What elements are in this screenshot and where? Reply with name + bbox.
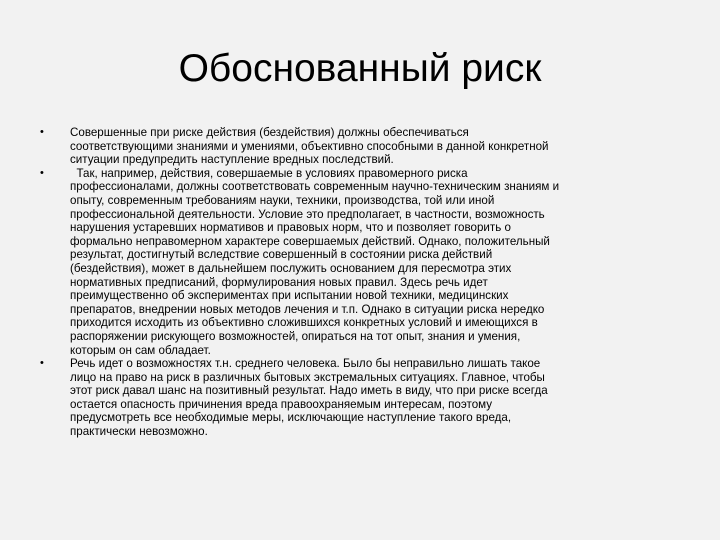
bullet-item [40, 126, 690, 167]
bullet-text-line: препаратов, внедрении новых методов лечения и т.п. Однако в ситуации риска нередко [70, 302, 545, 316]
bullet-text-line: преимущественно об экспериментах при испытании новой техники, медицинских [70, 289, 509, 303]
slide-title: Обоснованный риск [178, 47, 542, 90]
bullet-text-line: соответствующими знаниями и умениями, объективно способными в данной конкретной [70, 139, 549, 153]
bullet-text-line: Речь идет о возможностях т.н. среднего человека. Было бы неправильно лишать такое [70, 357, 541, 371]
bullet-text-line: результат, достигнутый вследствие совершенный в состоянии риска действий [70, 248, 493, 262]
bullet-text-line: практически невозможно. [70, 425, 208, 439]
bullet-text-line: формально неправомерном характере совершаемых действий. Однако, положительный [70, 234, 550, 248]
bullet-text-line: предусмотреть все необходимые меры, исключающие наступление такого вреда, [70, 411, 512, 425]
bullet-text-line: профессионалами, должны соответствовать современным научно-техническим знаниям и [70, 180, 560, 194]
bullet-text-line: (бездействия), может в дальнейшем послужить основанием для пересмотра этих [70, 261, 512, 275]
bullet-text-line: нормативных предписаний, формулирования новых правил. Здесь речь идет [70, 275, 488, 289]
bullet-text-line: приходится исходить из объективно сложившихся конкретных условий и имеющихся в [70, 316, 538, 330]
bullet-text-line: распоряжении рискующего возможностей, опираться на тот опыт, знания и умения, [70, 329, 521, 343]
bullet-text-line: лицо на право на риск в различных бытовых экстремальных ситуациях. Главное, чтобы [70, 370, 545, 384]
bullet-list [40, 126, 690, 439]
bullet-text-line: ситуации предупредить наступление вредных последствий. [70, 153, 394, 167]
bullet-marker: • [40, 166, 44, 179]
bullet-text-line: остается опасность причинения вреда правоохраняемым интересам, поэтому [70, 397, 493, 411]
bullet-marker: • [40, 126, 44, 138]
bullet-text-line: Так, например, действия, совершаемые в условиях правомерного риска [70, 166, 468, 180]
bullet-item [40, 167, 690, 357]
bullet-text-line: опыту, современным требованиям науки, техники, производства, той или иной [70, 193, 495, 207]
bullet-text-line: нарушения устаревших нормативов и правовых норм, что и позволяет говорить о [70, 221, 511, 235]
bullet-text-line: которым он сам обладает. [70, 343, 211, 357]
bullet-text-line: этот риск давал шанс на позитивный результат. Надо иметь в виду, что при риске всегда [70, 384, 548, 398]
bullet-text-line: Совершенные при риске действия (бездействия) должны обеспечиваться [70, 126, 469, 139]
bullet-marker: • [40, 357, 44, 370]
bullet-item [40, 357, 690, 439]
bullet-text-line: профессиональной деятельности. Условие это предполагает, в частности, возможность [70, 207, 545, 221]
